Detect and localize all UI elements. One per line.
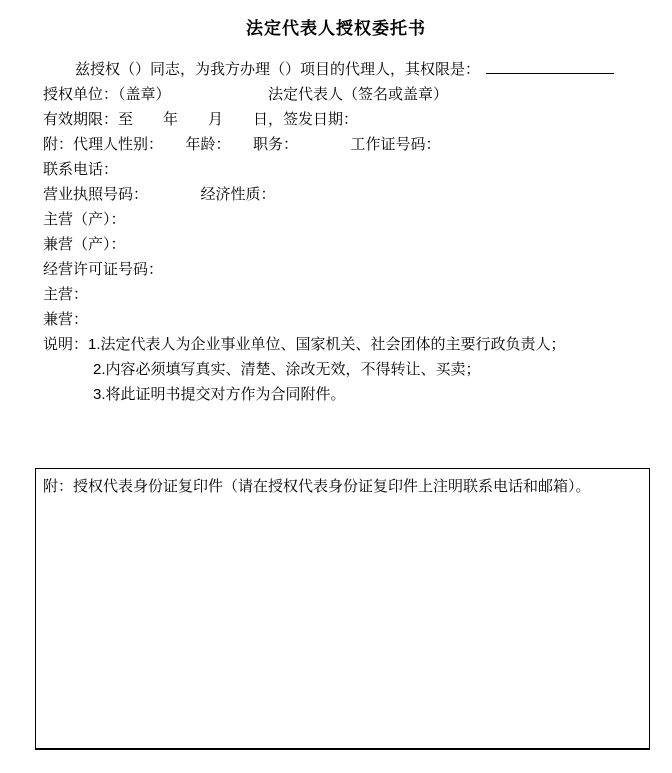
attachment-note: 附：授权代表身份证复印件（请在授权代表身份证复印件上注明联系电话和邮箱）。 [43, 478, 591, 495]
note-text-1: 法定代表人为企业事业单位、国家机关、社会团体的主要行政负责人； [100, 336, 566, 353]
field-line-operating-permit: 经营许可证号码： [43, 261, 164, 278]
attachment-box [35, 468, 650, 750]
notes-line-2 [43, 357, 660, 382]
intro-line [43, 57, 660, 82]
field-line-side-business: 兼营： [43, 311, 89, 328]
note-number-1: 1. [88, 336, 101, 353]
field-line-authorizing-unit: 授权单位：（盖章） 法定代表人（签名或盖章） [43, 86, 449, 103]
field-line-main-business-product: 主营（产）： [43, 211, 126, 228]
note-number-3: 3. [93, 386, 106, 403]
field-line-business-license: 营业执照号码： 经济性质： [43, 186, 276, 203]
notes-label: 说明： [43, 336, 89, 353]
field-line-agent-info: 附：代理人性别： 年龄： 职务： 工作证号码： [43, 136, 441, 153]
note-number-2: 2. [93, 361, 106, 378]
field-line-side-business-product: 兼营（产）： [43, 236, 126, 253]
notes-line-1 [43, 332, 660, 357]
notes-line-3 [43, 382, 660, 407]
note-text-3: 将此证明书提交对方作为合同附件。 [105, 386, 346, 403]
document-title: 法定代表人授权委托书 [246, 19, 426, 38]
document-body [43, 57, 660, 407]
intro-text: 兹授权（）同志，为我方办理（）项目的代理人，其权限是： [75, 61, 481, 78]
field-line-validity-period: 有效期限：至 年 月 日，签发日期： [43, 111, 359, 128]
field-line-contact-phone: 联系电话： [43, 161, 119, 178]
permission-blank-line [486, 59, 614, 74]
note-text-2: 内容必须填写真实、清楚、涂改无效，不得转让、买卖； [105, 361, 481, 378]
field-line-main-business: 主营： [43, 286, 89, 303]
